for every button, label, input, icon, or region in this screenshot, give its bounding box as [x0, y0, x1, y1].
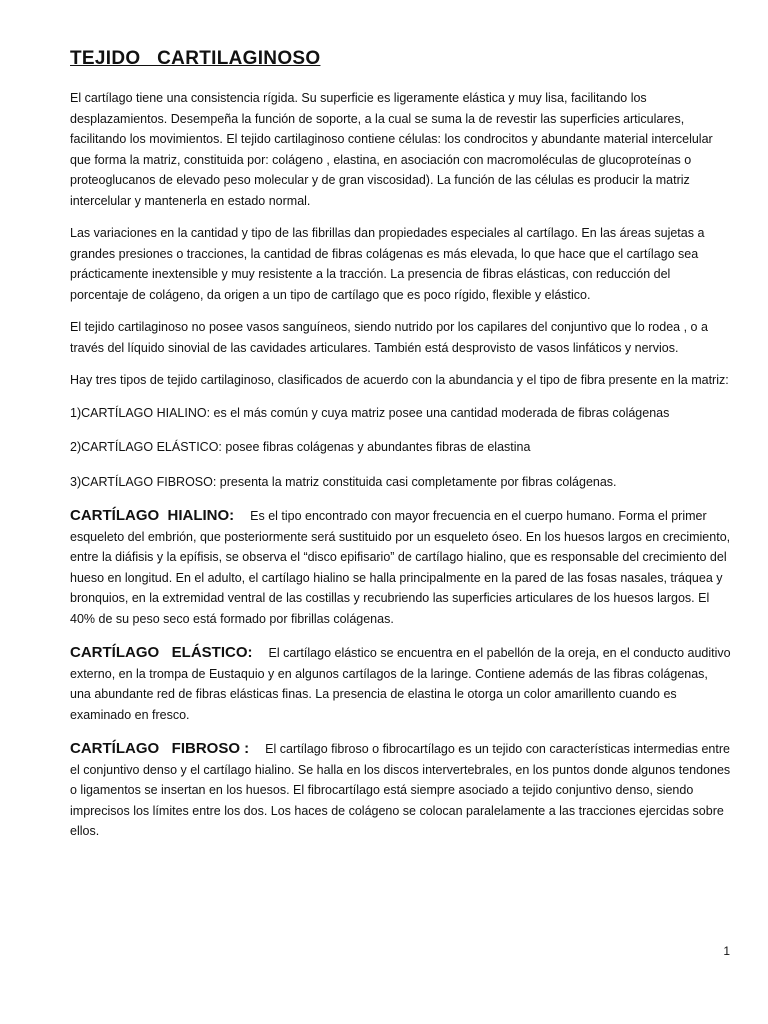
section-heading-fibroso: CARTÍLAGO FIBROSO : [70, 740, 262, 757]
section-text-elastico: El cartílago elástico se encuentra en el pabellón de la oreja, en el conducto auditivo externo, en la trompa de Eustaquio y en algunos cartílagos de la laringe. Contiene además de las fibras colágenas, una abundante red de fibras elásticas finas. La presencia de elastina le otorga un color amarillento cuando es examinado en fresco. [70, 646, 731, 722]
section-elastico [70, 643, 732, 725]
type-item-elastico: 2)CARTÍLAGO ELÁSTICO: posee fibras colágenas y abundantes fibras de elastina [70, 440, 531, 454]
paragraph-nutricion: El tejido cartilaginoso no posee vasos sanguíneos, siendo nutrido por los capilares del conjuntivo que lo rodea , o a través del líquido sinovial de las cavidades articulares. También está desprovisto de vasos linfáticos y nervios. [70, 320, 708, 355]
section-heading-elastico: CARTÍLAGO ELÁSTICO: [70, 644, 265, 661]
type-item-fibroso: 3)CARTÍLAGO FIBROSO: presenta la matriz constituida casi completamente por fibras colágenas. [70, 474, 617, 489]
document-title: TEJIDO CARTILAGINOSO [70, 48, 321, 69]
document-page [70, 48, 732, 856]
section-text-hialino: Es el tipo encontrado con mayor frecuencia en el cuerpo humano. Forma el primer esqueleto del embrión, que posteriormente será sustituido por un esqueleto óseo. En los huesos largos en crecimiento, entre la diáfisis y la epífisis, se observa el “disco epifisario” de cartílago hialino, que es responsable del crecimiento del hueso en longitud. En el adulto, el cartílago hialino se halla principalmente en la pared de las fosas nasales, tráquea y bronquios, en la extremidad ventral de las costillas y recubriendo las superficies articulares de los huesos largos. El 40% de su peso seco está formado por fibrillas colágenas. [70, 509, 731, 626]
section-heading-hialino: CARTÍLAGO HIALINO: [70, 507, 247, 524]
page-number: 1 [723, 944, 730, 958]
paragraph-intro: El cartílago tiene una consistencia rígida. Su superficie es ligeramente elástica y muy lisa, facilitando los desplazamientos. Desempeña la función de soporte, a la cual se suma la de revestir las superficies articulares, facilitando los movimientos. El tejido cartilaginoso contiene células: los condrocitos y abundante material intercelular que forma la matriz, constituida por: colágeno , elastina, en asociación con macromoléculas de glucoproteínas o proteoglucanos de elevado peso molecular y de gran viscosidad). La función de las células es producir la matriz intercelular y mantenerla en estado normal. [70, 91, 713, 208]
paragraph-fibrillas: Las variaciones en la cantidad y tipo de las fibrillas dan propiedades especiales al cartílago. En las áreas sujetas a grandes presiones o tracciones, la cantidad de fibras colágenas es más elevada, lo que hace que el cartílago sea prácticamente inextensible y muy resistente a la tracción. La presencia de fibras elásticas, con reducción del porcentaje de colágeno, da origen a un tipo de cartílago que es poco rígido, flexible y elástico. [70, 226, 705, 302]
type-item-hialino: 1)CARTÍLAGO HIALINO: es el más común y cuya matriz posee una cantidad moderada de fibras colágenas [70, 405, 670, 420]
section-fibroso [70, 739, 732, 842]
section-hialino [70, 506, 732, 629]
paragraph-tipos-intro: Hay tres tipos de tejido cartilaginoso, clasificados de acuerdo con la abundancia y el tipo de fibra presente en la matriz: [70, 373, 729, 387]
section-text-fibroso: El cartílago fibroso o fibrocartílago es un tejido con características intermedias entre el conjuntivo denso y el cartílago hialino. Se halla en los discos intervertebrales, en los puntos donde algunos tendones o ligamentos se insertan en los huesos. El fibrocartílago está siempre asociado a tejido conjuntivo denso, siendo imprecisos los límites entre los dos. Los haces de colágeno se colocan paralelamente a las tracciones ejercidas sobre ellos. [70, 742, 731, 838]
